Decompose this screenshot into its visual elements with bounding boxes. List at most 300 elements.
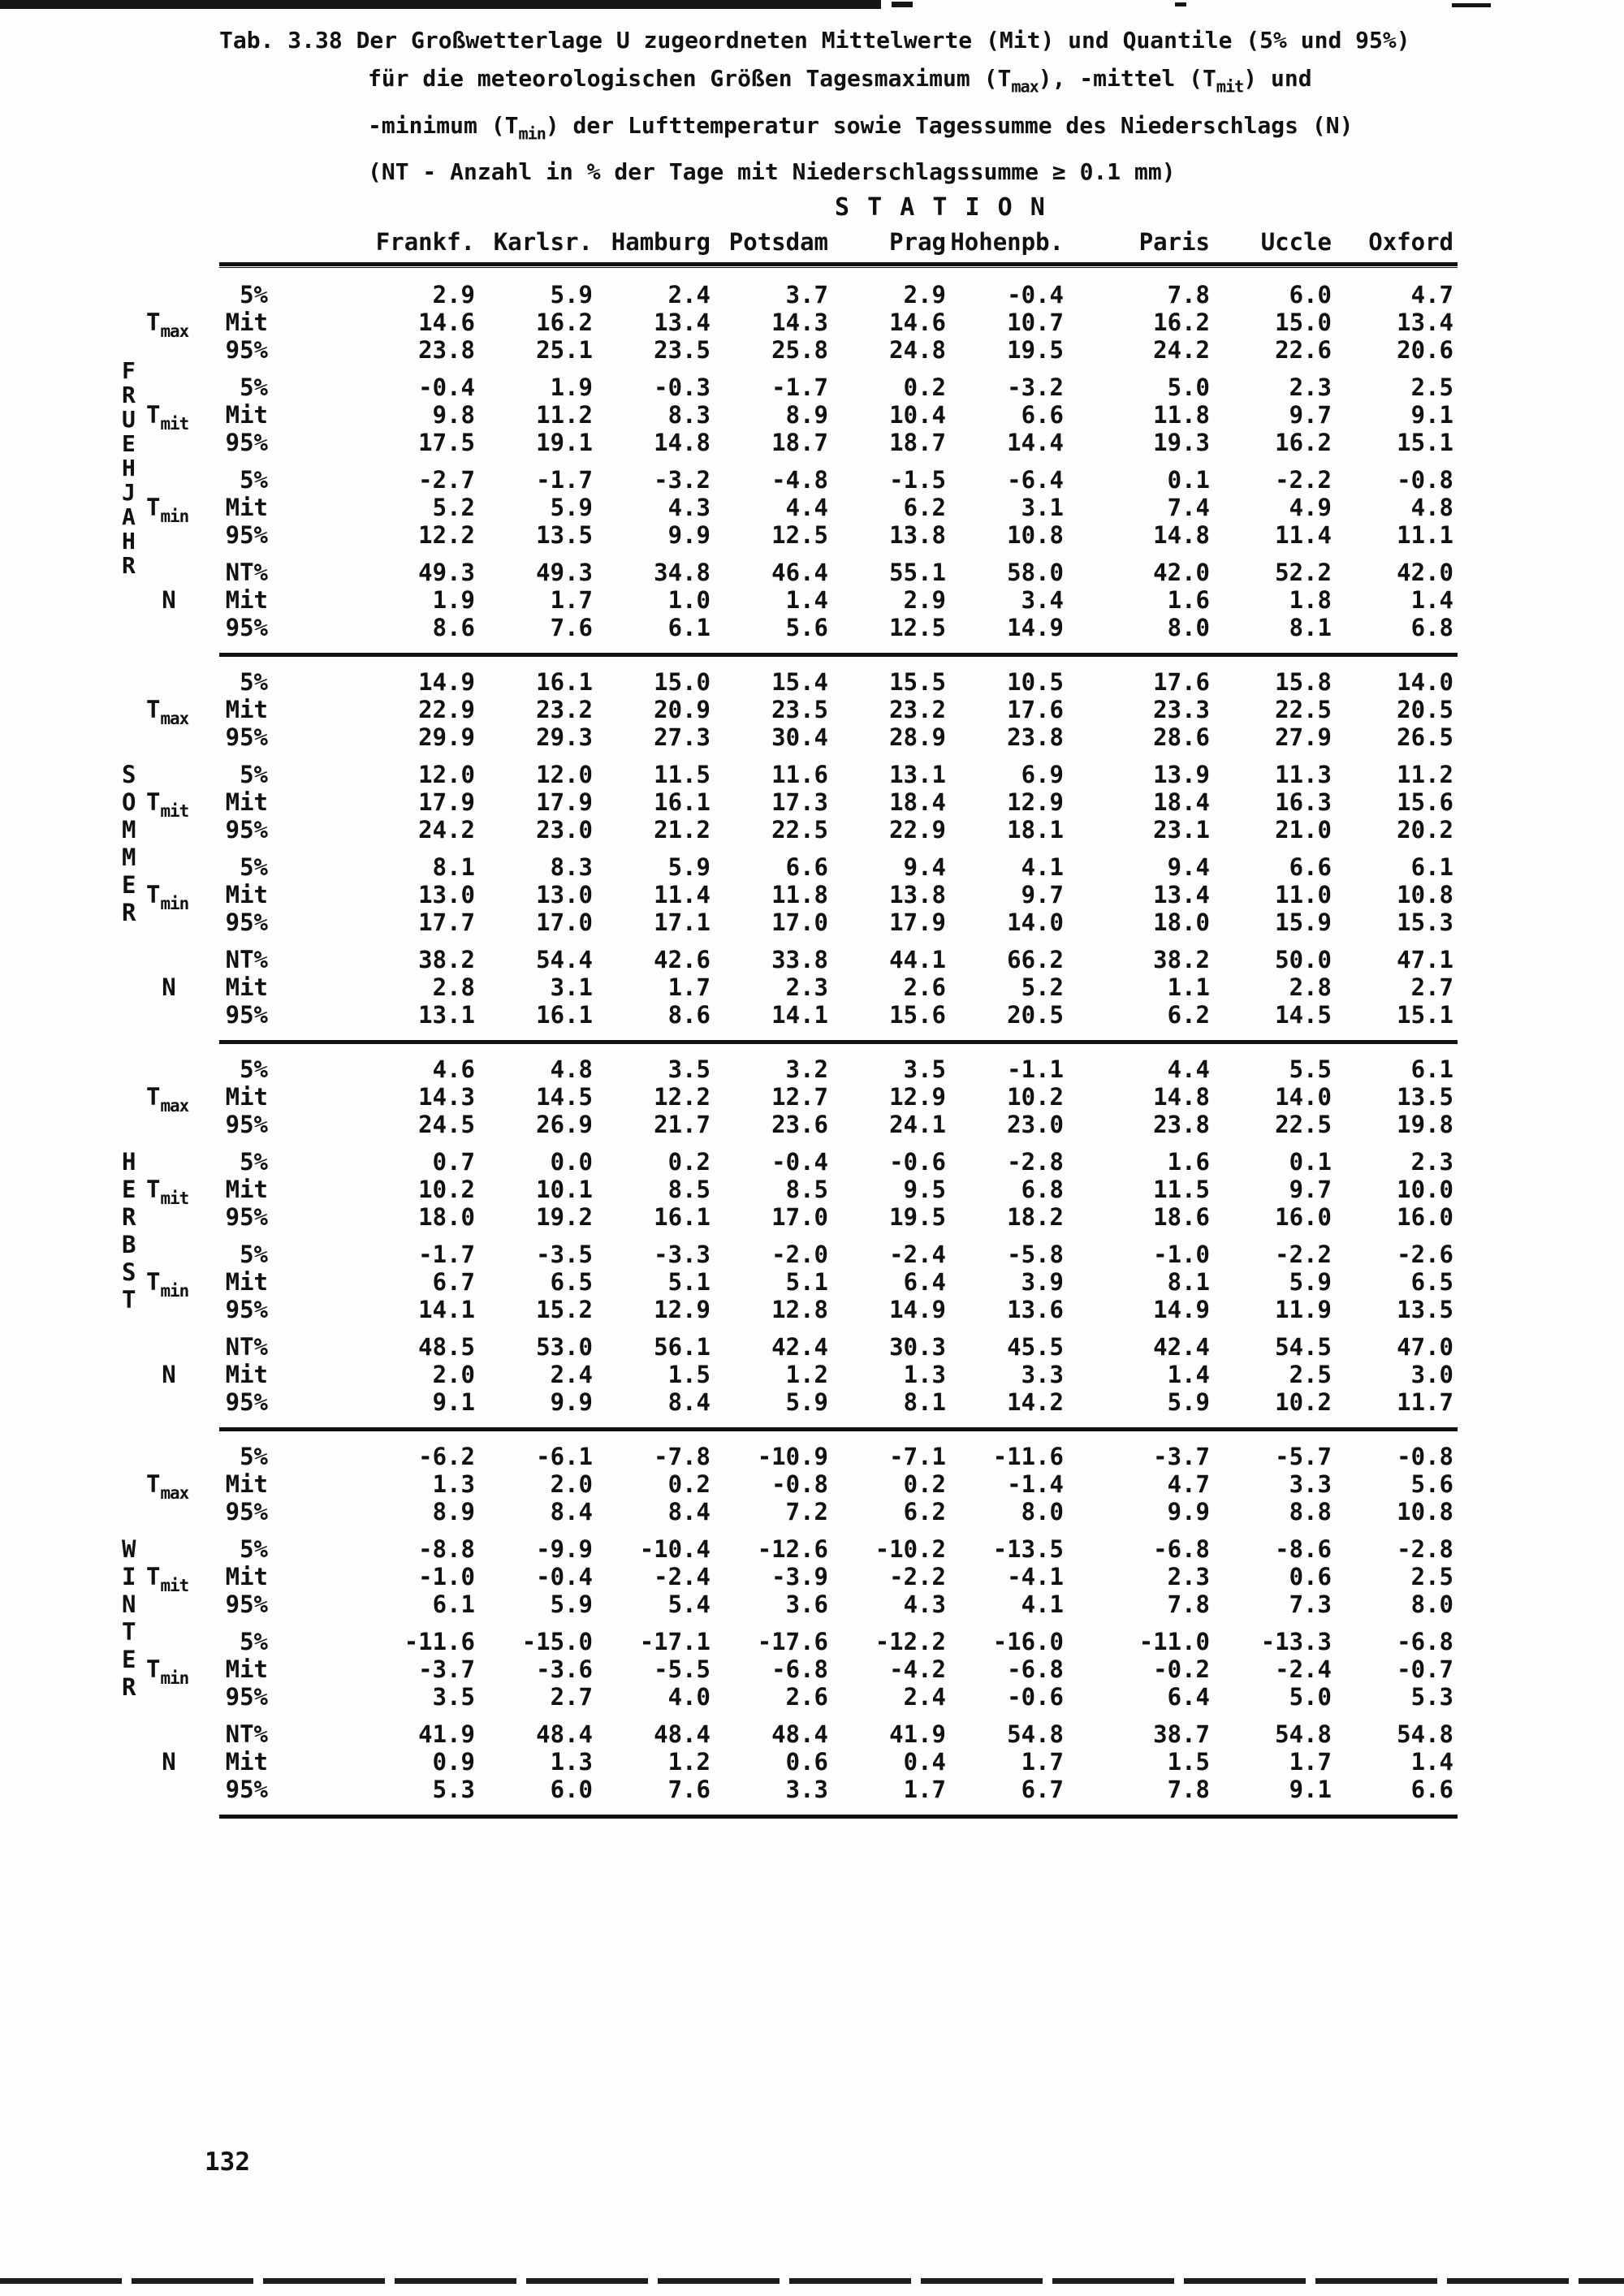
value-cell: -0.6 xyxy=(1007,1683,1064,1711)
value-cell: 4.7 xyxy=(1167,1470,1210,1498)
value-cell: 24.8 xyxy=(889,336,946,364)
value-cell: 20.6 xyxy=(1397,336,1453,364)
table-row xyxy=(122,1590,1502,1618)
subscript: max xyxy=(160,1482,189,1503)
table-row xyxy=(122,853,1502,881)
value-cell: 13.4 xyxy=(1397,309,1453,336)
stat-label: 5% xyxy=(240,1535,268,1563)
subscript: min xyxy=(160,893,189,913)
table-row xyxy=(122,973,1502,1001)
value-cell: 1.3 xyxy=(432,1470,475,1498)
stat-label: 95% xyxy=(225,908,268,936)
variable-label xyxy=(146,466,192,494)
value-cell: 5.4 xyxy=(667,1590,710,1618)
value-cell: 18.6 xyxy=(1153,1203,1210,1231)
value-cell: -16.0 xyxy=(992,1628,1064,1655)
scan-artifact-bottom xyxy=(0,2278,1624,2284)
value-cell: 18.7 xyxy=(771,429,828,456)
variable-label: N xyxy=(162,1748,176,1776)
table-row xyxy=(122,1535,1502,1563)
variable-group xyxy=(122,1535,1502,1618)
value-cell: 13.8 xyxy=(889,881,946,908)
variable-label xyxy=(146,1203,192,1231)
value-cell: 58.0 xyxy=(1007,559,1064,586)
stat-label: 95% xyxy=(225,1111,268,1138)
variable-label xyxy=(146,723,192,751)
variable-label xyxy=(146,908,192,936)
variable-group xyxy=(122,1148,1502,1231)
value-cell: 6.4 xyxy=(1167,1683,1210,1711)
station-header: Paris xyxy=(1138,228,1210,256)
stat-label: Mit xyxy=(225,1655,268,1683)
value-cell: 16.2 xyxy=(1275,429,1332,456)
value-cell: -17.6 xyxy=(757,1628,828,1655)
value-cell: -0.4 xyxy=(1007,281,1064,309)
value-cell: 45.5 xyxy=(1007,1333,1064,1361)
value-cell: -5.7 xyxy=(1275,1443,1332,1470)
value-cell: 18.2 xyxy=(1007,1203,1064,1231)
value-cell: -6.8 xyxy=(1153,1535,1210,1563)
variable-label xyxy=(146,1333,192,1361)
value-cell: 9.9 xyxy=(550,1388,593,1416)
value-cell: 27.3 xyxy=(654,723,710,751)
value-cell: 12.5 xyxy=(889,614,946,641)
stat-label: Mit xyxy=(225,401,268,429)
table-row xyxy=(122,521,1502,549)
value-cell: 9.7 xyxy=(1289,1176,1332,1203)
value-cell: -13.5 xyxy=(992,1535,1064,1563)
value-cell: 0.6 xyxy=(785,1748,828,1776)
value-cell: 13.0 xyxy=(418,881,475,908)
stat-label: Mit xyxy=(225,973,268,1001)
season-block-sommer xyxy=(122,668,1502,1029)
variable-group xyxy=(122,466,1502,549)
value-cell: 19.1 xyxy=(536,429,593,456)
value-cell: 5.1 xyxy=(785,1268,828,1296)
variable-group xyxy=(122,1055,1502,1138)
gutter-spacer xyxy=(122,1333,146,1361)
station-header: Oxford xyxy=(1368,228,1453,256)
value-cell: 38.7 xyxy=(1153,1720,1210,1748)
value-cell: 8.1 xyxy=(1289,614,1332,641)
value-cell: 3.5 xyxy=(903,1055,946,1083)
value-cell: 49.3 xyxy=(536,559,593,586)
value-cell: 15.1 xyxy=(1397,429,1453,456)
value-cell: 49.3 xyxy=(418,559,475,586)
table-row xyxy=(122,1176,1502,1208)
value-cell: 1.2 xyxy=(667,1748,710,1776)
value-cell: -2.4 xyxy=(1275,1655,1332,1683)
value-cell: 7.2 xyxy=(785,1498,828,1526)
station-header: Frankf. xyxy=(375,228,475,256)
value-cell: -1.0 xyxy=(1153,1241,1210,1268)
value-cell: 8.4 xyxy=(667,1498,710,1526)
value-cell: 66.2 xyxy=(1007,946,1064,973)
station-header: Hohenpb. xyxy=(950,228,1064,256)
table-row xyxy=(122,723,1502,751)
value-cell: 4.7 xyxy=(1410,281,1453,309)
value-cell: 48.4 xyxy=(771,1720,828,1748)
subscript: mit xyxy=(1216,76,1244,97)
value-cell: -3.2 xyxy=(654,466,710,494)
section-rule xyxy=(219,653,1458,657)
stat-label: 5% xyxy=(240,1241,268,1268)
value-cell: 24.1 xyxy=(889,1111,946,1138)
value-cell: 13.5 xyxy=(1397,1083,1453,1111)
variable-label: $T_{mit}$ xyxy=(146,788,189,821)
value-cell: 8.0 xyxy=(1410,1590,1453,1618)
value-cell: 20.5 xyxy=(1007,1001,1064,1029)
stat-label: 5% xyxy=(240,373,268,401)
stat-label: 95% xyxy=(225,816,268,844)
gutter-spacer xyxy=(122,946,146,973)
table-row xyxy=(122,429,1502,456)
value-cell: -0.8 xyxy=(771,1470,828,1498)
value-cell: 17.1 xyxy=(654,908,710,936)
value-cell: 8.8 xyxy=(1289,1498,1332,1526)
variable-label xyxy=(146,946,192,973)
value-cell: 5.9 xyxy=(785,1388,828,1416)
value-cell: 16.2 xyxy=(1153,309,1210,336)
value-cell: 48.4 xyxy=(536,1720,593,1748)
variable-label: $T_{min}$ xyxy=(146,1268,189,1301)
value-cell: 2.5 xyxy=(1410,1563,1453,1590)
value-cell: 26.5 xyxy=(1397,723,1453,751)
value-cell: 5.9 xyxy=(1289,1268,1332,1296)
value-cell: 22.9 xyxy=(889,816,946,844)
value-cell: 50.0 xyxy=(1275,946,1332,973)
value-cell: -1.7 xyxy=(771,373,828,401)
value-cell: 11.2 xyxy=(536,401,593,429)
variable-label: $T_{min}$ xyxy=(146,494,189,526)
value-cell: 15.6 xyxy=(889,1001,946,1029)
gutter-spacer xyxy=(122,1361,146,1388)
value-cell: 2.6 xyxy=(903,973,946,1001)
value-cell: 15.3 xyxy=(1397,908,1453,936)
value-cell: 9.9 xyxy=(1167,1498,1210,1526)
value-cell: 9.1 xyxy=(1289,1776,1332,1803)
value-cell: 19.3 xyxy=(1153,429,1210,456)
stat-label: 95% xyxy=(225,1498,268,1526)
stat-label: 95% xyxy=(225,1776,268,1803)
table-row xyxy=(122,1148,1502,1176)
value-cell: 23.3 xyxy=(1153,696,1210,723)
value-cell: 20.5 xyxy=(1397,696,1453,723)
value-cell: -0.8 xyxy=(1397,466,1453,494)
value-cell: -0.7 xyxy=(1397,1655,1453,1683)
stat-label: Mit xyxy=(225,1361,268,1388)
table-row xyxy=(122,1628,1502,1655)
variable-label: $T_{mit}$ xyxy=(146,1176,189,1208)
value-cell: 7.6 xyxy=(667,1776,710,1803)
value-cell: -2.4 xyxy=(889,1241,946,1268)
table-row xyxy=(122,559,1502,586)
value-cell: -2.7 xyxy=(418,466,475,494)
value-cell: 18.4 xyxy=(1153,788,1210,816)
value-cell: 10.0 xyxy=(1397,1176,1453,1203)
value-cell: -10.2 xyxy=(875,1535,946,1563)
variable-label: $T_{min}$ xyxy=(146,881,189,913)
value-cell: 0.4 xyxy=(903,1748,946,1776)
value-cell: 29.3 xyxy=(536,723,593,751)
value-cell: -0.8 xyxy=(1397,1443,1453,1470)
value-cell: 11.0 xyxy=(1275,881,1332,908)
stat-label: NT% xyxy=(225,559,268,586)
stat-label: 95% xyxy=(225,336,268,364)
variable-group xyxy=(122,1443,1502,1526)
table-body xyxy=(122,281,1502,1819)
stat-label: Mit xyxy=(225,586,268,614)
variable-label: $T_{mit}$ xyxy=(146,401,189,434)
gutter-spacer xyxy=(122,614,146,641)
stat-label: 95% xyxy=(225,1388,268,1416)
value-cell: 10.1 xyxy=(536,1176,593,1203)
station-header: Hamburg xyxy=(611,228,710,256)
season-block-fruehjahr xyxy=(122,281,1502,641)
value-cell: 21.2 xyxy=(654,816,710,844)
variable-label xyxy=(146,614,192,641)
value-cell: 9.9 xyxy=(667,521,710,549)
variable-label: N xyxy=(162,586,176,614)
value-cell: 2.3 xyxy=(785,973,828,1001)
value-cell: 12.9 xyxy=(1007,788,1064,816)
value-cell: 24.2 xyxy=(1153,336,1210,364)
value-cell: 14.6 xyxy=(418,309,475,336)
value-cell: 6.0 xyxy=(1289,281,1332,309)
value-cell: 2.5 xyxy=(1410,373,1453,401)
variable-group xyxy=(122,1720,1502,1803)
stat-label: 95% xyxy=(225,1296,268,1323)
table-row xyxy=(122,1388,1502,1416)
value-cell: 5.1 xyxy=(667,1268,710,1296)
stat-label: 95% xyxy=(225,723,268,751)
value-cell: 11.3 xyxy=(1275,761,1332,788)
value-cell: 9.1 xyxy=(1410,401,1453,429)
stat-label: 95% xyxy=(225,521,268,549)
caption-line: -minimum $(T_{min})$ der Lufttemperatur sowie Tagessumme des Niederschlags (N) xyxy=(368,111,1354,144)
value-cell: 12.9 xyxy=(889,1083,946,1111)
value-cell: -3.9 xyxy=(771,1563,828,1590)
section-rule xyxy=(219,1815,1458,1819)
value-cell: 14.9 xyxy=(1007,614,1064,641)
value-cell: 3.5 xyxy=(667,1055,710,1083)
value-cell: -6.1 xyxy=(536,1443,593,1470)
variable-label xyxy=(146,429,192,456)
table-row xyxy=(122,336,1502,364)
value-cell: 16.2 xyxy=(536,309,593,336)
stat-label: 95% xyxy=(225,1001,268,1029)
value-cell: 2.0 xyxy=(550,1470,593,1498)
value-cell: 23.0 xyxy=(536,816,593,844)
value-cell: 18.0 xyxy=(418,1203,475,1231)
value-cell: 30.4 xyxy=(771,723,828,751)
value-cell: -6.8 xyxy=(1397,1628,1453,1655)
value-cell: 4.3 xyxy=(667,494,710,521)
variable-label xyxy=(146,373,192,401)
value-cell: 4.9 xyxy=(1289,494,1332,521)
value-cell: 11.7 xyxy=(1397,1388,1453,1416)
value-cell: 47.1 xyxy=(1397,946,1453,973)
value-cell: 8.4 xyxy=(550,1498,593,1526)
value-cell: -3.7 xyxy=(418,1655,475,1683)
value-cell: 11.2 xyxy=(1397,761,1453,788)
value-cell: -12.2 xyxy=(875,1628,946,1655)
value-cell: 2.9 xyxy=(903,281,946,309)
scan-artifact-top-mark xyxy=(892,2,913,7)
variable-label xyxy=(146,1683,192,1711)
table-row xyxy=(122,1720,1502,1748)
value-cell: 8.9 xyxy=(432,1498,475,1526)
value-cell: 16.1 xyxy=(536,1001,593,1029)
table-row xyxy=(122,761,1502,788)
stat-label: Mit xyxy=(225,1563,268,1590)
value-cell: 6.2 xyxy=(903,1498,946,1526)
value-cell: 6.6 xyxy=(1289,853,1332,881)
value-cell: 1.4 xyxy=(1410,586,1453,614)
value-cell: 23.6 xyxy=(771,1111,828,1138)
value-cell: 6.6 xyxy=(1410,1776,1453,1803)
variable-label xyxy=(146,281,192,309)
variable-group xyxy=(122,761,1502,844)
value-cell: 12.2 xyxy=(654,1083,710,1111)
value-cell: 6.7 xyxy=(432,1268,475,1296)
gutter-spacer xyxy=(122,723,146,751)
value-cell: 7.8 xyxy=(1167,1590,1210,1618)
value-cell: 3.6 xyxy=(785,1590,828,1618)
value-cell: 3.4 xyxy=(1021,586,1064,614)
value-cell: 1.7 xyxy=(903,1776,946,1803)
variable-label: N xyxy=(162,1361,176,1388)
gutter-spacer xyxy=(122,586,146,614)
value-cell: 5.9 xyxy=(550,494,593,521)
value-cell: 2.7 xyxy=(1410,973,1453,1001)
value-cell: 10.8 xyxy=(1007,521,1064,549)
value-cell: -0.4 xyxy=(771,1148,828,1176)
stat-label: 5% xyxy=(240,466,268,494)
variable-group xyxy=(122,281,1502,364)
table-row xyxy=(122,1203,1502,1231)
value-cell: 13.8 xyxy=(889,521,946,549)
value-cell: 6.7 xyxy=(1021,1776,1064,1803)
value-cell: 17.5 xyxy=(418,429,475,456)
value-cell: -2.6 xyxy=(1397,1241,1453,1268)
value-cell: 17.9 xyxy=(889,908,946,936)
value-cell: 48.5 xyxy=(418,1333,475,1361)
value-cell: 28.6 xyxy=(1153,723,1210,751)
season-vertical-label: H E R B S T xyxy=(122,1148,136,1314)
value-cell: 25.8 xyxy=(771,336,828,364)
value-cell: 22.5 xyxy=(771,816,828,844)
stat-label: NT% xyxy=(225,1720,268,1748)
value-cell: 4.1 xyxy=(1021,1590,1064,1618)
table-row xyxy=(122,1083,1502,1116)
value-cell: 3.3 xyxy=(1021,1361,1064,1388)
table-row xyxy=(122,586,1502,614)
value-cell: 11.5 xyxy=(654,761,710,788)
variable-label: $T_{mit}$ xyxy=(146,1563,189,1595)
table-row xyxy=(122,1683,1502,1711)
value-cell: 2.5 xyxy=(1289,1361,1332,1388)
value-cell: 47.0 xyxy=(1397,1333,1453,1361)
stat-col-spacer xyxy=(192,226,268,258)
value-cell: 9.7 xyxy=(1021,881,1064,908)
value-cell: 17.0 xyxy=(771,1203,828,1231)
value-cell: 11.4 xyxy=(654,881,710,908)
value-cell: 11.9 xyxy=(1275,1296,1332,1323)
variable-label xyxy=(146,1055,192,1083)
value-cell: 42.0 xyxy=(1397,559,1453,586)
value-cell: 21.0 xyxy=(1275,816,1332,844)
value-cell: 17.9 xyxy=(418,788,475,816)
value-cell: 10.8 xyxy=(1397,1498,1453,1526)
value-cell: 13.6 xyxy=(1007,1296,1064,1323)
value-cell: 14.0 xyxy=(1007,908,1064,936)
stat-label: Mit xyxy=(225,1083,268,1111)
value-cell: 14.8 xyxy=(1153,1083,1210,1111)
value-cell: 23.5 xyxy=(654,336,710,364)
value-cell: 54.8 xyxy=(1275,1720,1332,1748)
value-cell: 3.7 xyxy=(785,281,828,309)
value-cell: 18.7 xyxy=(889,429,946,456)
value-cell: 16.1 xyxy=(536,668,593,696)
value-cell: 16.1 xyxy=(654,788,710,816)
value-cell: 13.1 xyxy=(418,1001,475,1029)
value-cell: 5.5 xyxy=(1289,1055,1332,1083)
value-cell: -3.3 xyxy=(654,1241,710,1268)
value-cell: 1.7 xyxy=(667,973,710,1001)
variable-label: N xyxy=(162,973,176,1001)
value-cell: 1.5 xyxy=(667,1361,710,1388)
variable-label xyxy=(146,559,192,586)
value-cell: 34.8 xyxy=(654,559,710,586)
value-cell: -2.4 xyxy=(654,1563,710,1590)
section-rule xyxy=(219,1427,1458,1431)
table-row xyxy=(122,1498,1502,1526)
value-cell: 42.0 xyxy=(1153,559,1210,586)
value-cell: 5.0 xyxy=(1289,1683,1332,1711)
value-cell: 20.9 xyxy=(654,696,710,723)
variable-label xyxy=(146,1241,192,1268)
table-title: S T A T I O N xyxy=(835,193,1047,222)
scan-artifact-top-mark xyxy=(1175,2,1186,6)
value-cell: 54.8 xyxy=(1397,1720,1453,1748)
value-cell: 10.7 xyxy=(1007,309,1064,336)
value-cell: 14.0 xyxy=(1397,668,1453,696)
season-vertical-label: W I N T E R xyxy=(122,1535,136,1701)
table-row xyxy=(122,1241,1502,1268)
value-cell: 0.7 xyxy=(432,1148,475,1176)
value-cell: 0.1 xyxy=(1289,1148,1332,1176)
variable-label xyxy=(146,816,192,844)
value-cell: 8.3 xyxy=(550,853,593,881)
value-cell: 5.9 xyxy=(550,1590,593,1618)
value-cell: 6.4 xyxy=(903,1268,946,1296)
value-cell: -0.2 xyxy=(1153,1655,1210,1683)
value-cell: 0.2 xyxy=(667,1148,710,1176)
value-cell: 20.2 xyxy=(1397,816,1453,844)
value-cell: 22.5 xyxy=(1275,696,1332,723)
value-cell: -4.1 xyxy=(1007,1563,1064,1590)
station-header: Karlsr. xyxy=(493,228,593,256)
value-cell: 6.1 xyxy=(432,1590,475,1618)
value-cell: 11.8 xyxy=(1153,401,1210,429)
value-cell: 5.3 xyxy=(432,1776,475,1803)
value-cell: 6.1 xyxy=(1410,853,1453,881)
value-cell: 54.4 xyxy=(536,946,593,973)
stat-label: 5% xyxy=(240,281,268,309)
value-cell: -11.6 xyxy=(992,1443,1064,1470)
value-cell: 7.8 xyxy=(1167,1776,1210,1803)
